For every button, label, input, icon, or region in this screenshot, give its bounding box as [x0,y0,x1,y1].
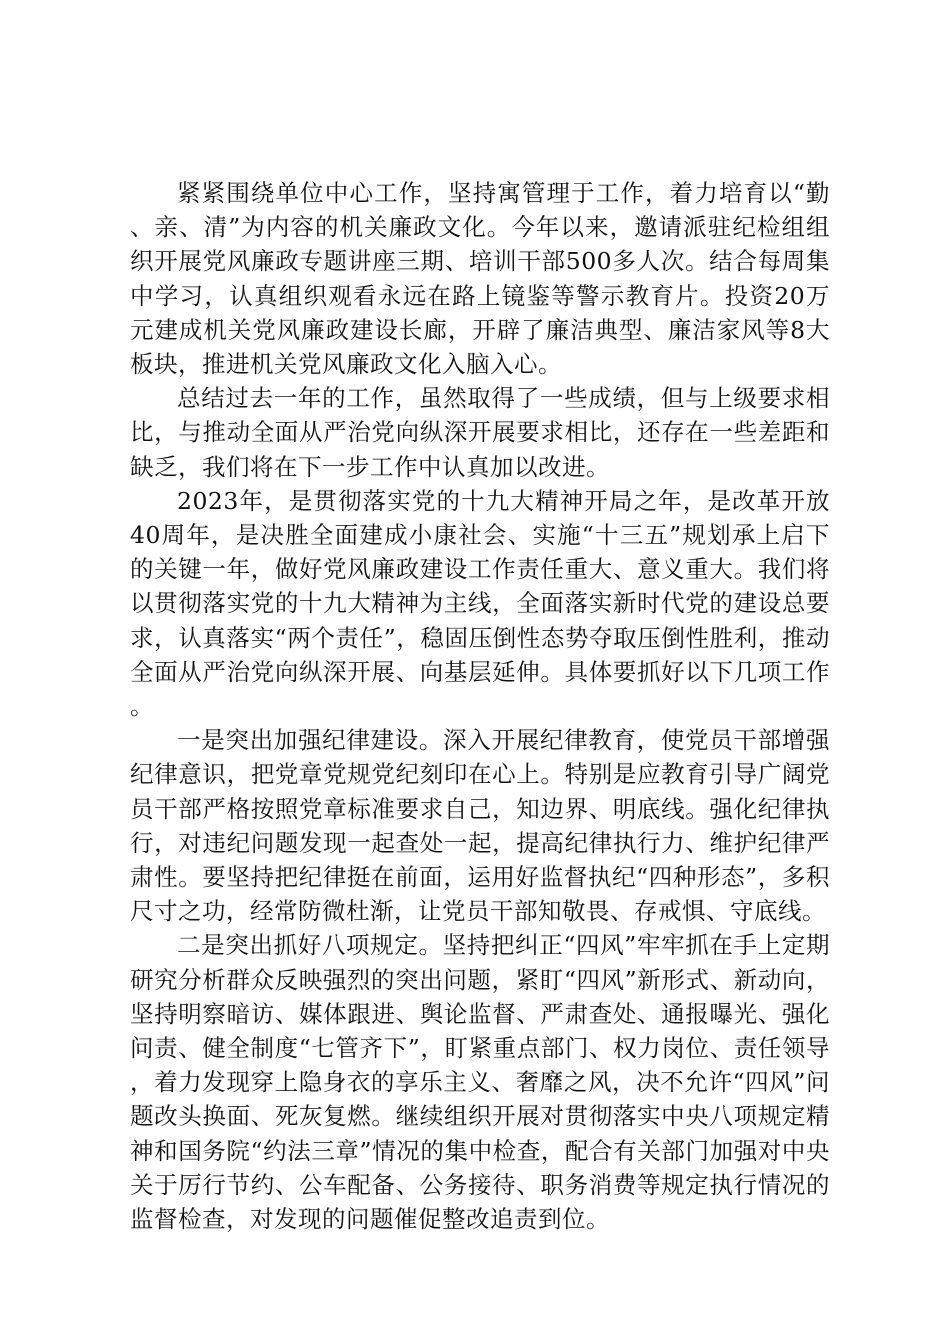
paragraph-summary: 总结过去一年的工作，虽然取得了一些成绩，但与上级要求相比，与推动全面从严治党向纵深开展要求相比，还存在一些差距和缺乏，我们将在下一步工作中认真加以改进。 [130,384,830,481]
document-body [130,176,830,1236]
paragraph-honest-culture: 紧紧围绕单位中心工作，坚持寓管理于工作，着力培育以“勤、亲、清”为内容的机关廉政文化。今年以来，邀请派驻纪检组组织开展党风廉政专题讲座三期、培训干部500多人次。结合每周集中学习，认真组织观看永远在路上镜鉴等警示教育片。投资20万元建成机关党风廉政建设长廊，开辟了廉洁典型、廉洁家风等8大板块，推进机关党风廉政文化入脑入心。 [130,179,830,379]
paragraph-2023-plan: 2023年，是贯彻落实党的十九大精神开局之年，是改革开放40周年，是决胜全面建成小康社会、实施“十三五”规划承上启下的关键一年，做好党风廉政建设工作责任重大、意义重大。我们将以贯彻落实党的十九大精神为主线，全面落实新时代党的建设总要求，认真落实“两个责任”，稳固压倒性态势夺取压倒性胜利，推动全面从严治党向纵深开展、向基层延伸。具体要抓好以下几项工作。 [130,486,830,721]
paragraph-discipline-building: 一是突出加强纪律建设。深入开展纪律教育，使党员干部增强纪律意识，把党章党规党纪刻印在心上。特别是应教育引导广阔党员干部严格按照党章标准要求自己，知边界、明底线。强化纪律执行，对违纪问题发现一起查处一起，提高纪律执行力、维护纪律严肃性。要坚持把纪律挺在前面，运用好监督执纪“四种形态”，多积尺寸之功，经常防微杜渐，让党员干部知敬畏、存戒惧、守底线。 [130,726,830,926]
paragraph-eight-rules: 二是突出抓好八项规定。坚持把纠正“四风”牢牢抓在手上定期研究分析群众反映强烈的突出问题，紧盯“四风”新形式、新动向，坚持明察暗访、媒体跟进、舆论监督、严肃查处、通报曝光、强化问责、健全制度“七管齐下”，盯紧重点部门、权力岗位、责任领导，着力发现穿上隐身衣的享乐主义、奢靡之风，决不允许“四风”问题改头换面、死灰复燃。继续组织开展对贯彻落实中央八项规定精神和国务院“约法三章”情况的集中检查，配合有关部门加强对中央关于厉行节约、公车配备、公务接待、职务消费等规定执行情况的监督检查，对发现的问题催促整改追责到位。 [130,931,830,1234]
